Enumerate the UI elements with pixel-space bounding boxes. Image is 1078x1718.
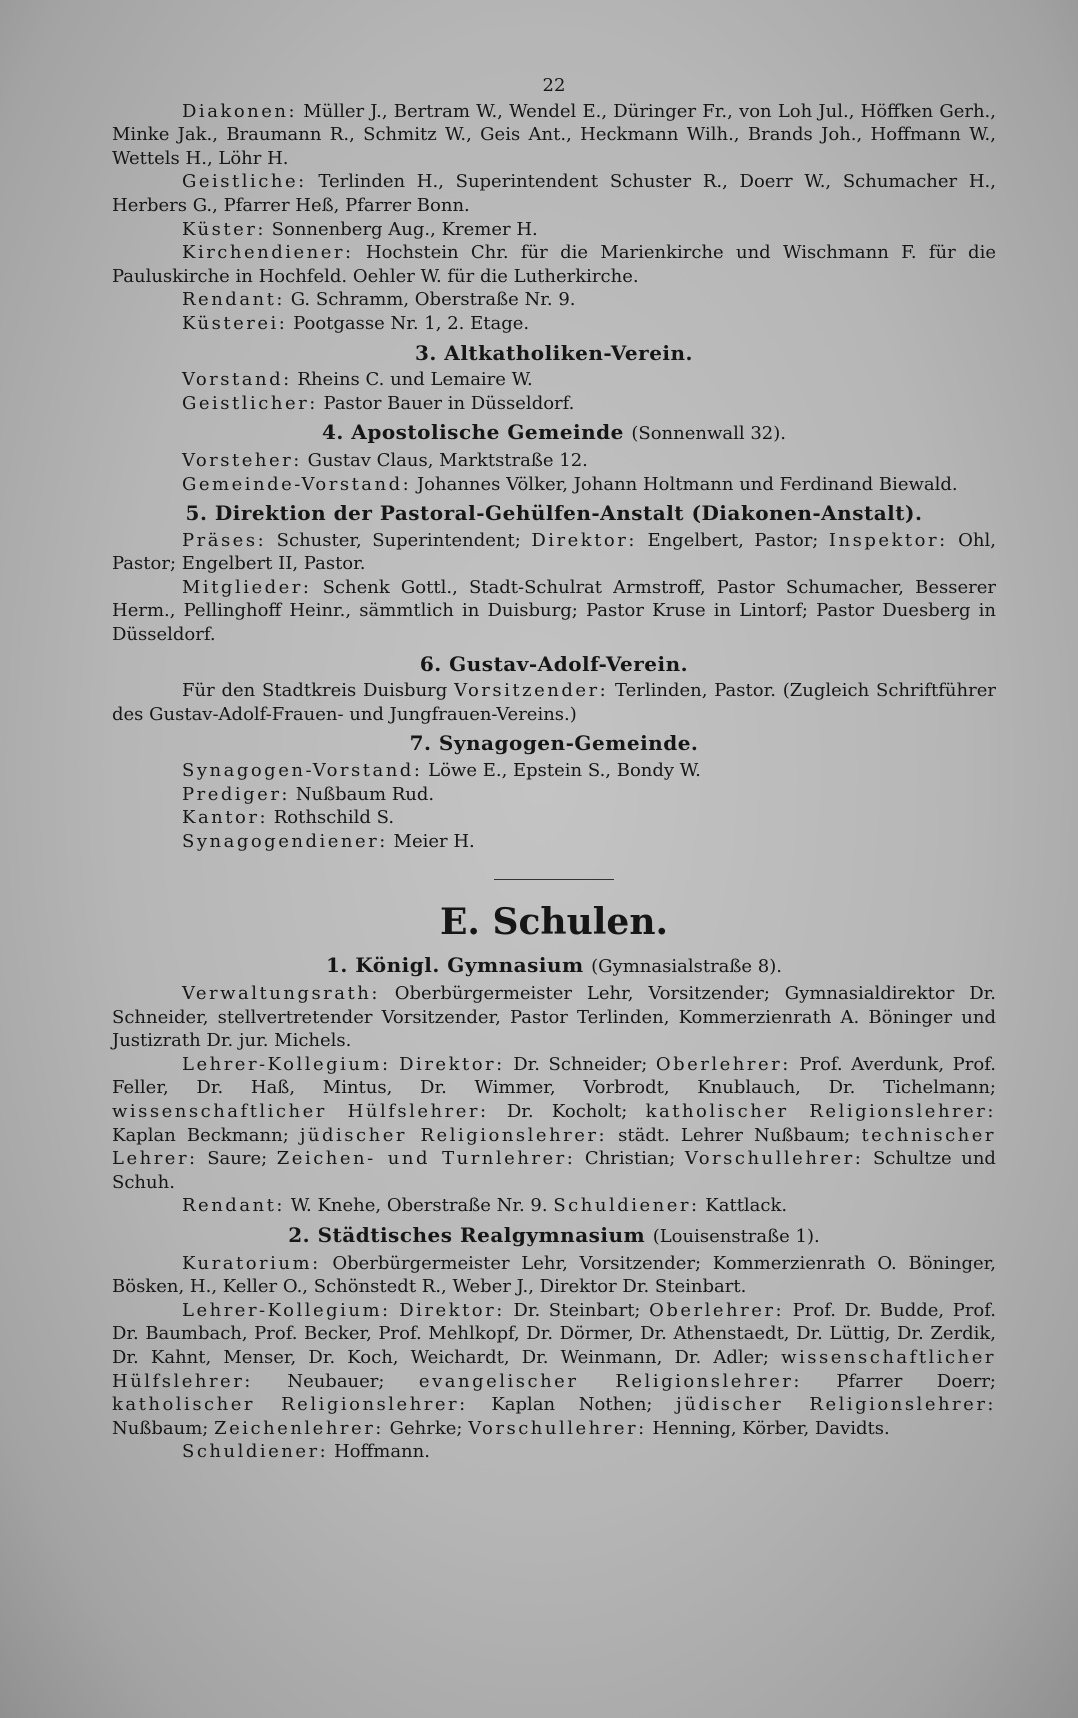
gymnasium-lehrer-kollegium <box>112 1053 996 1195</box>
gustav-adolf-paragraph <box>112 679 996 726</box>
gymnasium-kr-label: katholischer Religionslehrer: <box>645 1100 996 1122</box>
synagogen-diener-label: Synagogendiener: <box>182 830 388 852</box>
synagogen-kantor-label: Kantor: <box>182 807 269 829</box>
section-divider <box>494 879 614 880</box>
gymnasium-heading-text: 1. Königl. Gymnasium <box>325 953 584 978</box>
pastoral-inspektor-text: Ohl, Pastor; Engelbert II, Pastor. <box>112 529 996 575</box>
gymnasium-zt-text: Christian; <box>584 1148 676 1170</box>
section-heading-synagogen: 7. Synagogen-Gemeinde. <box>409 731 699 756</box>
gymnasium-lk-label: Lehrer-Kollegium: <box>182 1053 391 1075</box>
apostolische-gemeindevorstand-label: Gemeinde-Vorstand: <box>182 473 412 495</box>
gymnasium-tl-text: Saure; <box>207 1148 268 1170</box>
realgymnasium-lk-label: Lehrer-Kollegium: <box>182 1299 391 1321</box>
realgymnasium-zl-label: Zeichenlehrer: <box>214 1417 384 1439</box>
realgymnasium-kr-text: Kaplan Nothen; <box>491 1394 653 1416</box>
realgymnasium-zl-text: Gehrke; <box>389 1417 463 1439</box>
apostolische-gemeindevorstand-text: Johannes Völker, Johann Holtmann und Ferdinand Biewald. <box>416 473 958 495</box>
gymnasium-heading-address: (Gymnasialstraße 8). <box>591 956 783 978</box>
apostolische-gemeindevorstand <box>112 473 996 497</box>
synagogen-diener <box>112 830 996 854</box>
realgymnasium-direktor-text: Dr. Steinbart; <box>513 1299 641 1321</box>
apostolische-heading-address: (Sonnenwall 32). <box>631 423 787 445</box>
pastoral-inspektor-label: Inspektor: <box>828 529 948 551</box>
gymnasium-jr-label: jüdischer Religionslehrer: <box>299 1124 608 1146</box>
apostolische-vorsteher-text: Gustav Claus, Marktstraße 12. <box>307 449 588 471</box>
gymnasium-wh-label: wissenschaftlicher Hülfslehrer: <box>112 1100 489 1122</box>
realgymnasium-wh-label: wissenschaftlicher Hülfslehrer: <box>112 1346 996 1392</box>
realgymnasium-er-text: Pfarrer Doerr; <box>836 1370 996 1392</box>
realgymnasium-lehrer-kollegium <box>112 1299 996 1441</box>
gymnasium-wh-text: Dr. Kocholt; <box>506 1100 628 1122</box>
synagogen-vorstand-label: Synagogen-Vorstand: <box>182 760 423 782</box>
realgymnasium-kur-text: Oberbürgermeister Lehr, Vorsitzender; Kommerzienrath O. Böninger, Bösken, H., Keller O., Schönstedt R., Weber J., Direktor Dr. Steinbart. <box>112 1252 996 1298</box>
kirchendiener-label: Kirchendiener: <box>182 242 354 264</box>
realgymnasium-schuldiener <box>112 1440 996 1464</box>
pastoral-praeses-label: Präses: <box>182 529 267 551</box>
altkatholiken-geistlicher <box>112 392 996 416</box>
gustav-adolf-vorsitzender-label: Vorsitzender: <box>454 680 609 702</box>
pastoral-direktor-text: Engelbert, Pastor; <box>647 529 819 551</box>
altkatholiken-geistlicher-text: Pastor Bauer in Düsseldorf. <box>323 392 575 414</box>
realgymnasium-ol-text: Prof. Dr. Budde, Prof. Dr. Baumbach, Prof. Becker, Prof. Mehlkopf, Dr. Dörmer, Dr. Athenstaedt, Dr. Lüttig, Dr. Zerdik, Dr. Kahnt, Menser, Dr. Koch, Weichardt, Dr. Weinmann, Dr. Adler; <box>112 1299 997 1368</box>
gymnasium-rendant <box>112 1194 996 1218</box>
realgymnasium-direktor-label: Direktor: <box>399 1299 505 1321</box>
kuester-label: Küster: <box>182 218 266 240</box>
page-content <box>112 74 996 1464</box>
gymnasium-vr-label: Verwaltungsrath: <box>182 983 380 1004</box>
altkatholiken-vorstand-label: Vorstand: <box>182 369 292 391</box>
pastoral-praeses-text: Schuster, Superintendent; <box>276 529 521 551</box>
gymnasium-vs-label: Vorschullehrer: <box>684 1148 864 1170</box>
realgymnasium-vs-text: Henning, Körber, Davidts. <box>652 1417 890 1439</box>
synagogen-prediger-text: Nußbaum Rud. <box>295 783 435 805</box>
page-number: 22 <box>542 75 566 96</box>
kuester-paragraph <box>112 218 996 242</box>
gymnasium-zt-label: Zeichen- und Turnlehrer: <box>276 1148 576 1170</box>
gymnasium-vs-text: Schultze und Schuh. <box>112 1148 996 1193</box>
rendant-text: G. Schramm, Oberstraße Nr. 9. <box>290 289 576 311</box>
realgymnasium-ol-label: Oberlehrer: <box>649 1299 785 1321</box>
gymnasium-vr-text: Oberbürgermeister Lehr, Vorsitzender; Gymnasialdirektor Dr. Schneider, stellvertretender Vorsitzender, Pastor Terlinden, Kommerzienrath A. Böninger und Justizrath Dr. jur. Michels. <box>112 983 996 1052</box>
synagogen-vorstand-text: Löwe E., Epstein S., Bondy W. <box>428 760 701 782</box>
gymnasium-direktor-text: Dr. Schneider; <box>513 1053 648 1075</box>
gymnasium-sd-label: Schuldiener: <box>553 1195 700 1217</box>
kuesterei-paragraph <box>112 312 996 336</box>
realgymnasium-sd-label: Schuldiener: <box>182 1441 329 1463</box>
pastoral-direktor-label: Direktor: <box>531 529 637 551</box>
kuesterei-text: Pootgasse Nr. 1, 2. Etage. <box>293 312 530 334</box>
kirchendiener-paragraph <box>112 241 996 288</box>
gymnasium-rendant-label: Rendant: <box>182 1195 285 1217</box>
apostolische-vorsteher <box>112 449 996 473</box>
gymnasium-tl-label: technischer Lehrer: <box>112 1124 997 1170</box>
pastoral-praeses <box>112 529 996 576</box>
altkatholiken-geistlicher-label: Geistlicher: <box>182 392 318 414</box>
realgymnasium-vs-label: Vorschullehrer: <box>468 1417 647 1439</box>
rendant-label: Rendant: <box>182 289 285 311</box>
pastoral-mitglieder-label: Mitglieder: <box>182 576 312 598</box>
pastoral-mitglieder <box>112 576 996 647</box>
gustav-adolf-text-a: Für den Stadtkreis Duisburg <box>182 680 448 702</box>
realgymnasium-heading-text: 2. Städtisches Realgymnasium <box>288 1222 646 1247</box>
altkatholiken-vorstand-text: Rheins C. und Lemaire W. <box>297 369 533 391</box>
geistliche-text: Terlinden H., Superintendent Schuster R., Doerr W., Schumacher H., Herbers G., Pfarrer Heß, Pfarrer Bonn. <box>112 171 996 216</box>
kuesterei-label: Küsterei: <box>182 312 288 334</box>
realgymnasium-er-label: evangelischer Religionslehrer: <box>418 1370 802 1392</box>
section-heading-realgymnasium <box>112 1224 996 1249</box>
synagogen-prediger <box>112 783 996 807</box>
realgymnasium-jr-text: Nußbaum; <box>112 1417 209 1439</box>
realgymnasium-heading-address: (Louisenstraße 1). <box>652 1225 820 1247</box>
gymnasium-direktor-label: Direktor: <box>399 1053 505 1075</box>
gymnasium-jr-text: städt. Lehrer Nußbaum; <box>618 1124 851 1146</box>
gymnasium-kr-text: Kaplan Beckmann; <box>112 1124 289 1146</box>
geistliche-paragraph <box>112 170 996 217</box>
realgymnasium-jr-label: jüdischer Religionslehrer: <box>676 1394 996 1416</box>
synagogen-kantor-text: Rothschild S. <box>273 807 395 829</box>
geistliche-label: Geistliche: <box>182 171 307 193</box>
synagogen-prediger-label: Prediger: <box>182 783 290 805</box>
section-heading-altkatholiken: 3. Altkatholiken-Verein. <box>414 340 694 365</box>
pastoral-mitglieder-text: Schenk Gottl., Stadt-Schulrat Armstroff, Pastor Schumacher, Besserer Herm., Pellinghoff Heinr., sämmtlich in Duisburg; Pastor Kruse in Lintorf; Pastor Duesberg in Düsseldorf. <box>112 576 996 646</box>
realgymnasium-wh-text: Neubauer; <box>287 1370 385 1392</box>
apostolische-vorsteher-label: Vorsteher: <box>182 449 302 471</box>
synagogen-vorstand <box>112 759 996 783</box>
gymnasium-ol-text: Prof. Averdunk, Prof. Feller, Dr. Haß, Mintus, Dr. Wimmer, Vorbrodt, Knublauch, Dr. Tichelmann; <box>112 1053 996 1099</box>
section-heading-pastoral-anstalt: 5. Direktion der Pastoral-Gehülfen-Anstalt (Diakonen-Anstalt). <box>185 501 923 526</box>
synagogen-diener-text: Meier H. <box>393 830 475 852</box>
diakonen-paragraph <box>112 100 996 171</box>
section-heading-apostolische <box>112 421 996 446</box>
gustav-adolf-text-b: Terlinden, Pastor. (Zugleich Schriftführer des Gustav-Adolf-Frauen- und Jungfrauen-Vereins.) <box>112 680 996 725</box>
kuester-text: Sonnenberg Aug., Kremer H. <box>271 218 538 240</box>
chapter-heading-schulen: E. Schulen. <box>439 901 669 944</box>
section-heading-gymnasium <box>112 954 996 979</box>
gymnasium-sd-text: Kattlack. <box>705 1195 788 1217</box>
realgymnasium-sd-text: Hoffmann. <box>333 1441 430 1463</box>
rendant-paragraph <box>112 288 996 312</box>
section-heading-gustav-adolf: 6. Gustav-Adolf-Verein. <box>419 651 689 676</box>
apostolische-heading-text: 4. Apostolische Gemeinde <box>321 420 624 445</box>
gymnasium-rendant-text: W. Knehe, Oberstraße Nr. 9. <box>290 1195 548 1217</box>
realgymnasium-kuratorium <box>112 1252 996 1299</box>
synagogen-kantor <box>112 806 996 830</box>
diakonen-text: Müller J., Bertram W., Wendel E., Düringer Fr., von Loh Jul., Höffken Gerh., Minke Jak., Braumann R., Schmitz W., Geis Ant., Heckmann Wilh., Brands Joh., Hoffmann W., Wettels H., Löhr H. <box>112 100 996 169</box>
kirchendiener-text: Hochstein Chr. für die Marienkirche und Wischmann F. für die Pauluskirche in Hochfeld. Oehler W. für die Lutherkirche. <box>112 242 996 287</box>
gymnasium-verwaltungsrath <box>112 982 996 1053</box>
altkatholiken-vorstand <box>112 368 996 392</box>
gymnasium-ol-label: Oberlehrer: <box>655 1053 791 1075</box>
diakonen-label: Diakonen: <box>182 100 298 122</box>
realgymnasium-kur-label: Kuratorium: <box>182 1252 321 1274</box>
realgymnasium-kr-label: katholischer Religionslehrer: <box>112 1394 468 1416</box>
